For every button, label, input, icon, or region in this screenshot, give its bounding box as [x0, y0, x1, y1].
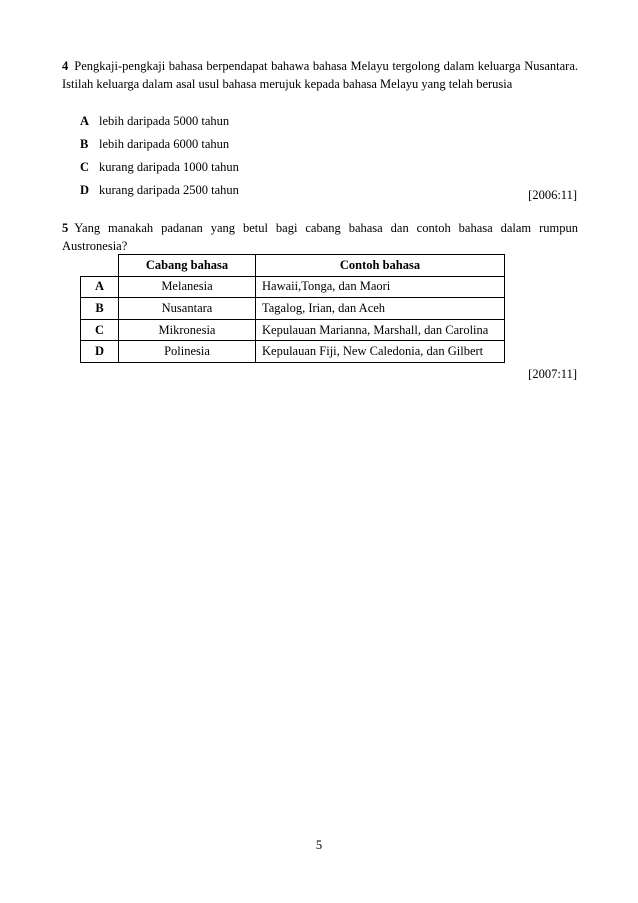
question-5-source: [2007:11]: [528, 367, 577, 381]
question-5: [62, 220, 578, 255]
row-branch: Nusantara: [119, 298, 256, 320]
option-a: [80, 113, 480, 136]
option-letter: D: [80, 183, 90, 197]
row-branch: Melanesia: [119, 276, 256, 298]
question-4-source: [2006:11]: [528, 188, 577, 202]
question-4-text: Pengkaji-pengkaji bahasa berpendapat bahawa bahasa Melayu tergolong dalam keluarga Nusantara. Istilah keluarga dalam asal usul bahasa merujuk kepada bahasa Melayu yang telah berusia: [62, 59, 578, 91]
table-corner-cell: [81, 255, 119, 277]
row-branch: Polinesia: [119, 341, 256, 363]
option-d: [80, 182, 480, 205]
header-cabang-bahasa: Cabang bahasa: [119, 255, 256, 277]
page-number: 5: [315, 838, 323, 852]
question-5-number: 5: [62, 221, 69, 235]
table-row: [81, 276, 505, 298]
row-letter: B: [81, 298, 119, 320]
question-4-number: 4: [62, 59, 69, 73]
option-text: lebih daripada 6000 tahun: [99, 137, 230, 151]
row-example: Hawaii,Tonga, dan Maori: [256, 276, 505, 298]
question-5-text: Yang manakah padanan yang betul bagi cabang bahasa dan contoh bahasa dalam rumpun Austronesia?: [62, 221, 578, 253]
row-example: Tagalog, Irian, dan Aceh: [256, 298, 505, 320]
question-4-options: [80, 113, 480, 205]
option-c: [80, 159, 480, 182]
row-branch: Mikronesia: [119, 319, 256, 341]
row-letter: C: [81, 319, 119, 341]
row-example: Kepulauan Marianna, Marshall, dan Carolina: [256, 319, 505, 341]
table-header-row: [81, 255, 505, 277]
option-letter: A: [80, 114, 90, 128]
table-row: [81, 341, 505, 363]
option-text: kurang daripada 2500 tahun: [99, 183, 239, 197]
option-text: kurang daripada 1000 tahun: [99, 160, 239, 174]
option-letter: C: [80, 160, 90, 174]
option-b: [80, 136, 480, 159]
question-4: [62, 58, 578, 93]
row-letter: D: [81, 341, 119, 363]
row-example: Kepulauan Fiji, New Caledonia, dan Gilbert: [256, 341, 505, 363]
header-contoh-bahasa: Contoh bahasa: [256, 255, 505, 277]
table-row: [81, 298, 505, 320]
answer-table: [80, 254, 505, 363]
row-letter: A: [81, 276, 119, 298]
option-letter: B: [80, 137, 89, 151]
option-text: lebih daripada 5000 tahun: [99, 114, 230, 128]
table-row: [81, 319, 505, 341]
